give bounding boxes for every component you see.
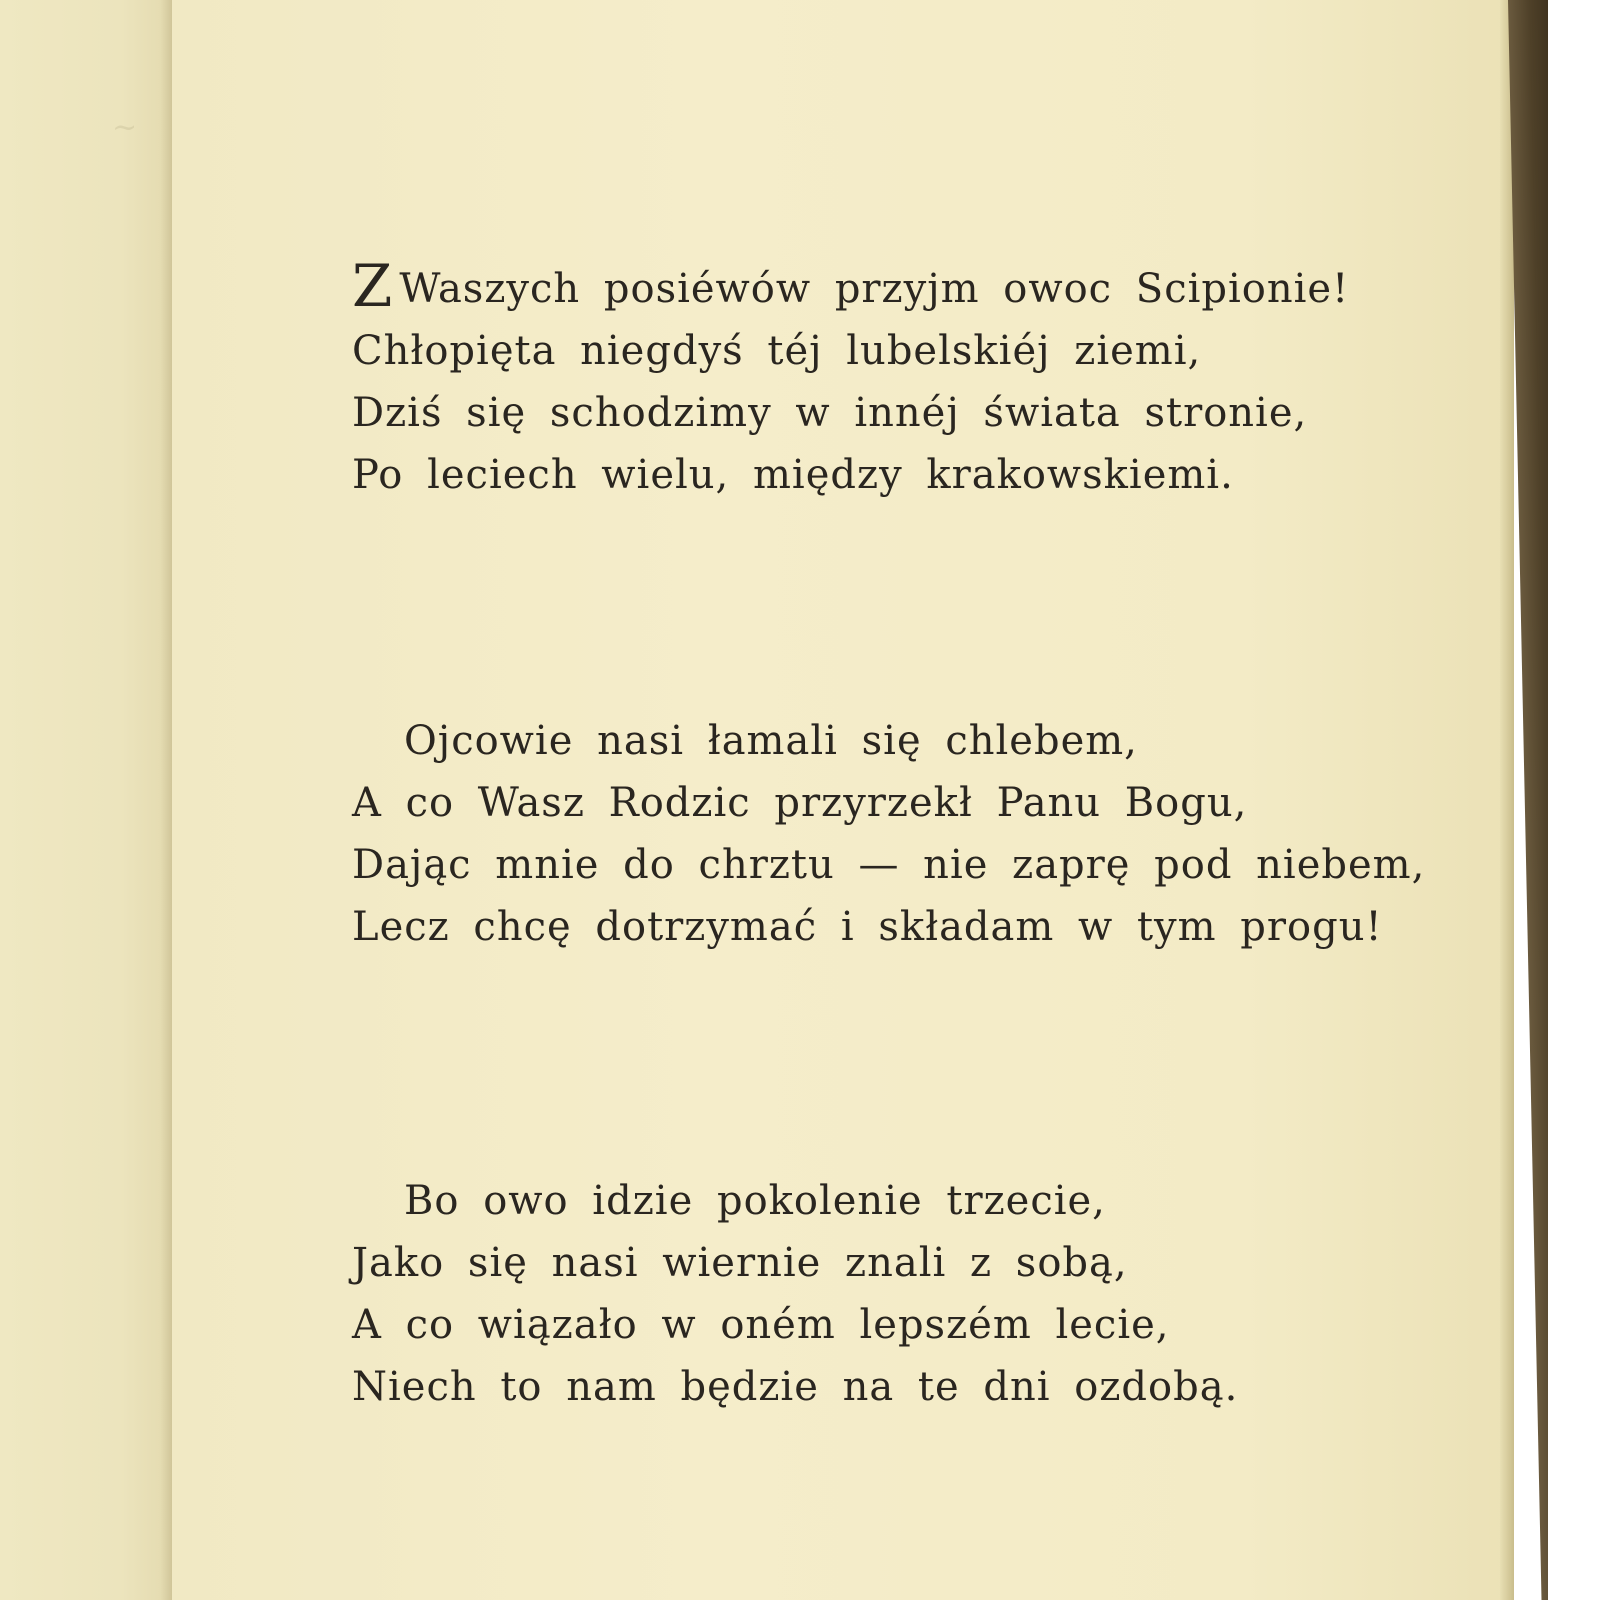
poem-line: Jako się nasi wiernie znali z sobą, xyxy=(352,1240,1128,1286)
drop-cap: Z xyxy=(352,252,394,320)
poem-line: Bo owo idzie pokolenie trzecie, xyxy=(404,1178,1106,1224)
background xyxy=(1548,0,1600,1600)
poem-line: Lecz chcę dotrzymać i składam w tym progu! xyxy=(352,904,1383,950)
stanza-3 xyxy=(352,1170,1352,1418)
poem-line: Ojcowie nasi łamali się chlebem, xyxy=(404,718,1138,764)
first-line-text: Waszych posiéwów przyjm owoc Scipionie! xyxy=(399,266,1350,312)
left-page xyxy=(0,0,172,1600)
poem-line: A co Wasz Rodzic przyrzekł Panu Bogu, xyxy=(352,780,1248,826)
page-edge xyxy=(1500,0,1514,1600)
stanza-2 xyxy=(352,710,1426,958)
show-through-text: ~ xyxy=(112,110,138,145)
poem-line: A co wiązało w oném lepszém lecie, xyxy=(352,1302,1170,1348)
poem-line: Dziś się schodzimy w innéj świata stronie, xyxy=(352,390,1308,436)
poem-line: Chłopięta niegdyś téj lubelskiéj ziemi, xyxy=(352,328,1202,374)
poem-line: Po leciech wielu, między krakowskiemi. xyxy=(352,452,1234,498)
poem-line: Dając mnie do chrztu — nie zaprę pod niebem, xyxy=(352,842,1426,888)
stanza-1 xyxy=(352,252,1352,506)
poem-line: Niech to nam będzie na te dni ozdobą. xyxy=(352,1364,1239,1410)
poem-line xyxy=(352,252,1352,320)
